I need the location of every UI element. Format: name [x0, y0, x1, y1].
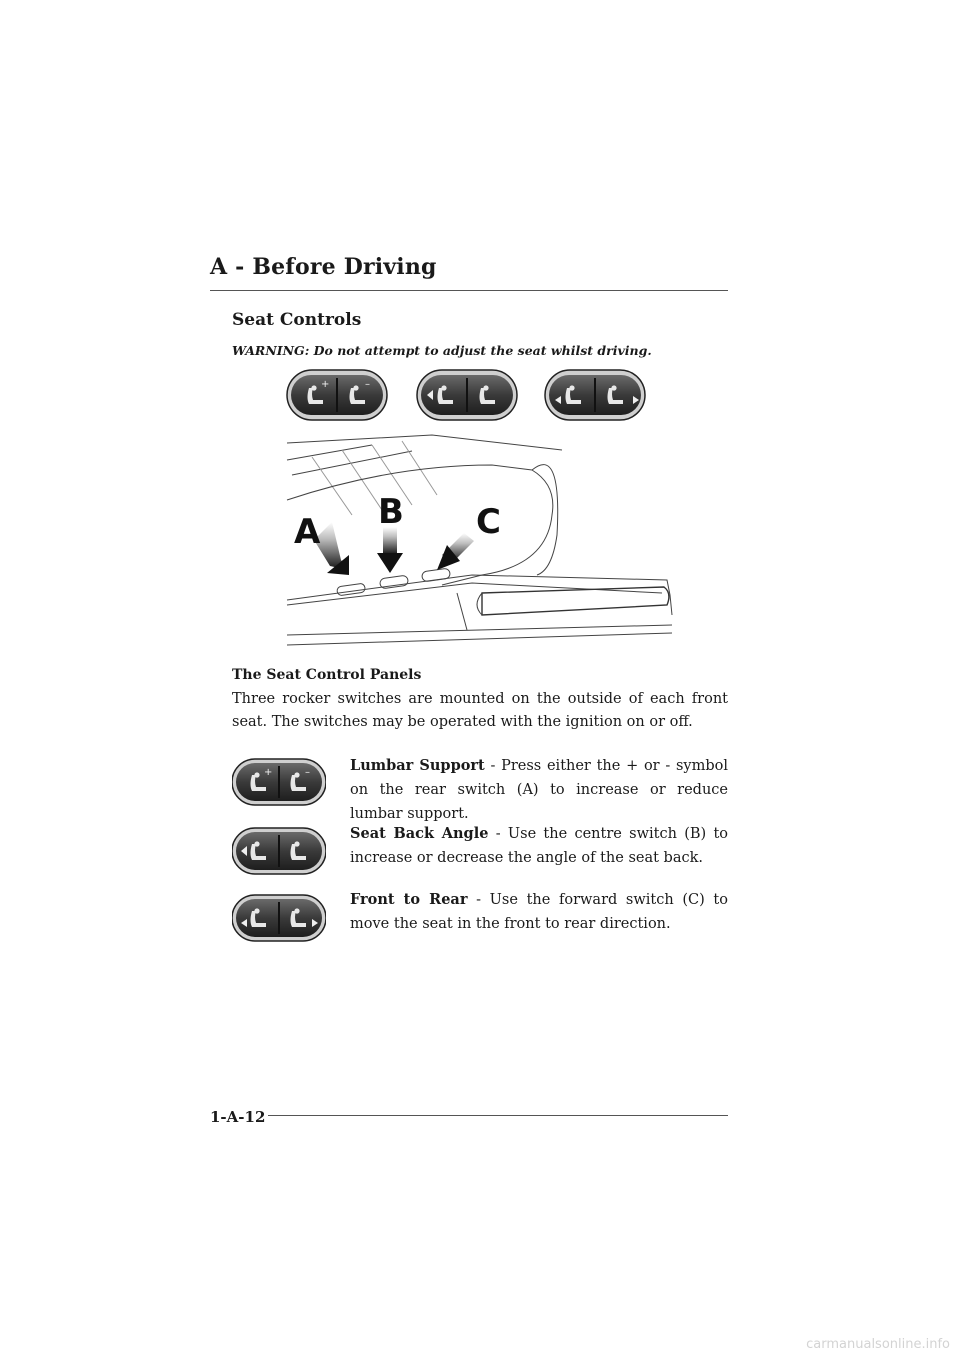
svg-text:+: +: [321, 379, 330, 390]
front-to-rear-text: - Use the forward switch (C) to move the seat in the front to rear direction.: [350, 892, 728, 932]
front-rear-switch-large-icon: [545, 370, 645, 420]
label-c: C: [476, 502, 501, 542]
seat-control-illustration: [232, 365, 732, 655]
intro-paragraph: Three rocker switches are mounted on the outside of each front seat. The switches may be operated with the ignition on or off.: [232, 691, 728, 730]
lumbar-support-description: [350, 754, 728, 826]
seat-back-switch-large-icon: [417, 370, 517, 420]
lumbar-switch-icon: [232, 757, 326, 807]
seat-back-switch-icon: [232, 826, 326, 876]
footer-rule: [268, 1115, 728, 1116]
arrow-c-icon: [437, 533, 474, 570]
label-b: B: [378, 492, 404, 532]
svg-text:–: –: [305, 767, 310, 778]
section-title: A - Before Driving: [210, 254, 437, 280]
seat-back-angle-label: Seat Back Angle: [350, 825, 489, 842]
figure-caption: The Seat Control Panels: [232, 667, 422, 683]
seat-back-angle-text: - Use the centre switch (B) to increase or decrease the angle of the seat back.: [350, 826, 728, 866]
svg-text:–: –: [365, 379, 370, 390]
front-rear-switch-icon: [232, 893, 326, 943]
front-to-rear-label: Front to Rear: [350, 891, 468, 908]
label-a: A: [294, 512, 321, 552]
seat-back-angle-description: [350, 822, 728, 870]
lumbar-switch-large-icon: [287, 370, 387, 420]
watermark: carmanualsonline.info: [806, 1337, 950, 1352]
front-to-rear-description: [350, 888, 728, 936]
page-subtitle: Seat Controls: [232, 310, 362, 330]
svg-text:+: +: [264, 767, 273, 778]
arrow-b-icon: [377, 527, 403, 573]
page-number: 1-A-12: [210, 1108, 266, 1126]
lumbar-support-label: Lumbar Support: [350, 757, 485, 774]
warning-text: WARNING: Do not attempt to adjust the seat whilst driving.: [232, 343, 652, 358]
header-rule: [210, 290, 728, 291]
lumbar-support-text: - Press either the + or - symbol on the rear switch (A) to increase or reduce lumbar support.: [350, 758, 729, 822]
